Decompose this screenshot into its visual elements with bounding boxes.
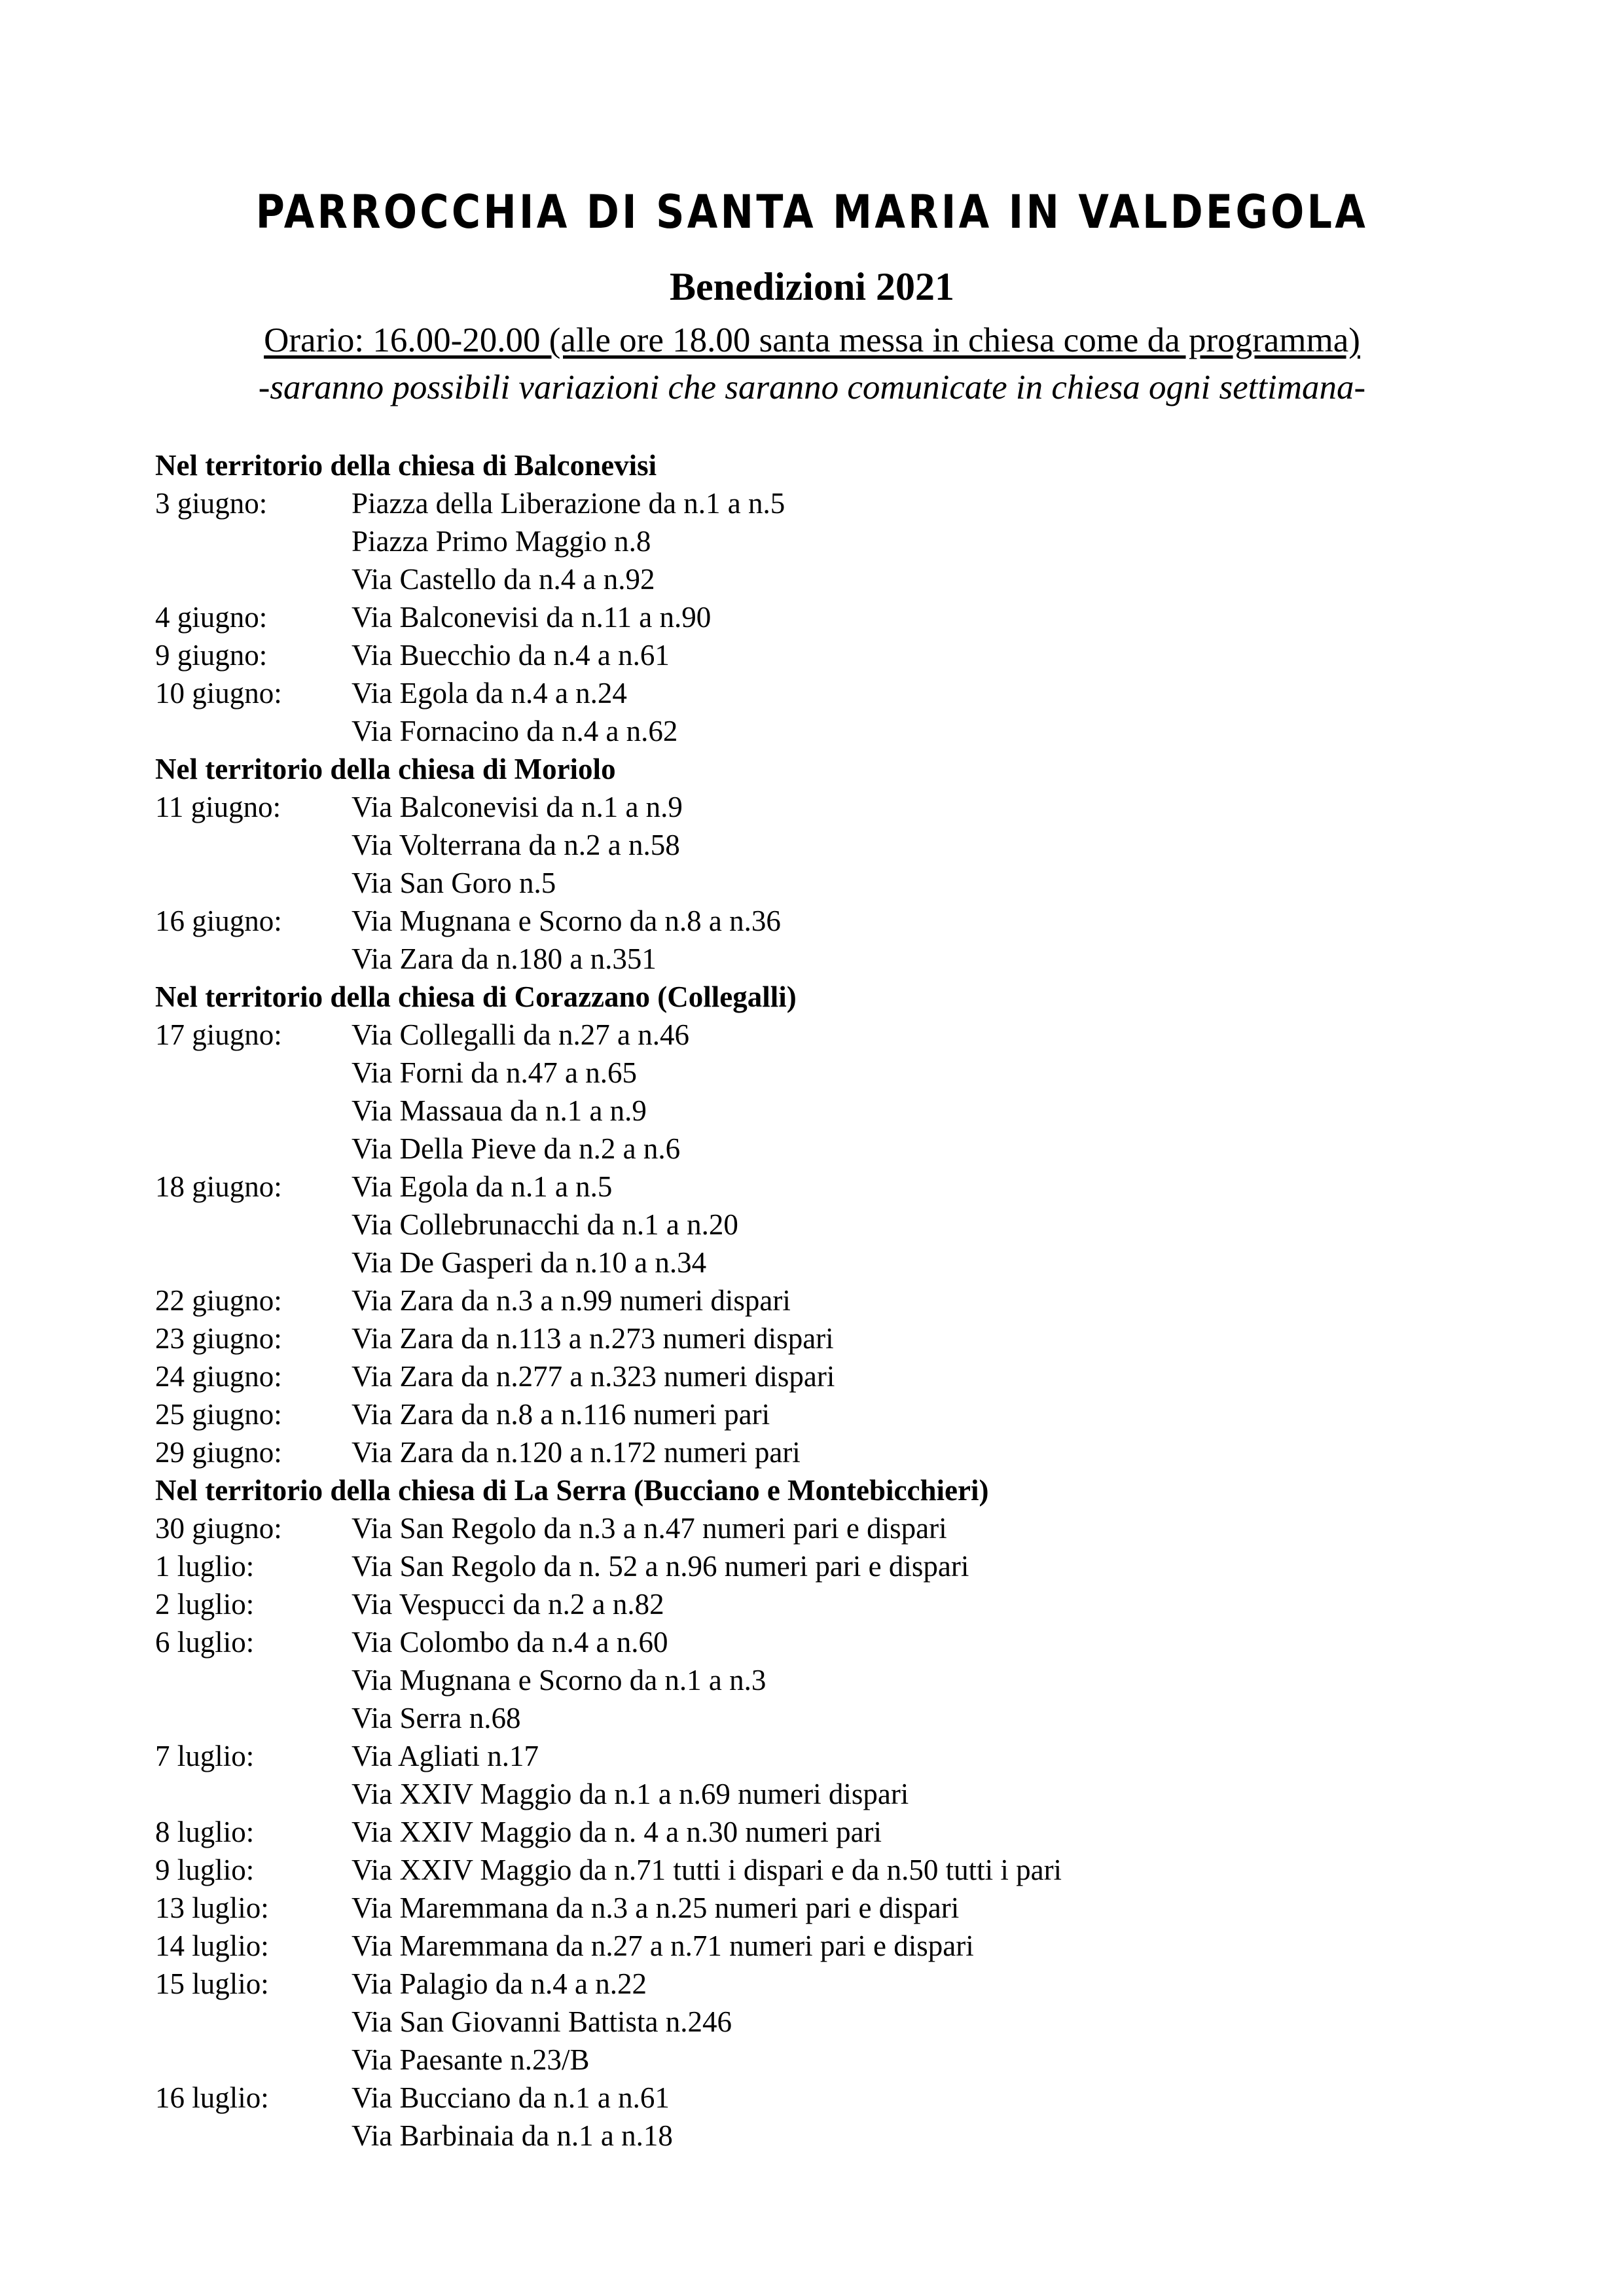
schedule-date [155, 2041, 352, 2079]
schedule-date [155, 2003, 352, 2041]
schedule-date: 4 giugno: [155, 601, 268, 634]
schedule-row [155, 484, 1582, 522]
schedule-street: Via San Regolo da n.3 a n.47 numeri pari e dispari [352, 1512, 947, 1545]
schedule-street: Via Maremmana da n.27 a n.71 numeri pari e dispari [352, 1929, 974, 1962]
schedule-row [155, 1889, 1582, 1927]
schedule-row [155, 636, 1582, 674]
schedule-street: Via Mugnana e Scorno da n.8 a n.36 [352, 905, 781, 937]
schedule-row [155, 1509, 1582, 1547]
schedule-date [155, 2117, 352, 2155]
schedule-date: 3 giugno: [155, 487, 268, 520]
schedule-row [155, 674, 1582, 712]
schedule-date [155, 1699, 352, 1737]
schedule-street: Piazza Primo Maggio n.8 [352, 525, 651, 558]
schedule-street: Via XXIV Maggio da n. 4 a n.30 numeri pari [352, 1816, 882, 1848]
schedule-date: 11 giugno: [155, 791, 281, 823]
schedule-street: Via Agliati n.17 [352, 1740, 539, 1772]
schedule-row [155, 1319, 1582, 1357]
schedule-date: 8 luglio: [155, 1816, 255, 1848]
schedule-date: 18 giugno: [155, 1170, 282, 1203]
schedule-row [155, 1168, 1582, 1206]
schedule-street: Piazza della Liberazione da n.1 a n.5 [352, 487, 785, 520]
schedule-date: 10 giugno: [155, 677, 282, 709]
schedule-date [155, 864, 352, 902]
schedule-date: 29 giugno: [155, 1436, 282, 1469]
schedule-date [155, 1092, 352, 1130]
schedule-street: Via Zara da n.113 a n.273 numeri dispari [352, 1322, 834, 1355]
schedule-date: 15 luglio: [155, 1967, 269, 2000]
schedule-street: Via Mugnana e Scorno da n.1 a n.3 [352, 1664, 767, 1696]
document-subtitle: Benedizioni 2021 [669, 265, 955, 308]
schedule-row [155, 826, 1582, 864]
schedule-street: Via Serra n.68 [352, 1702, 521, 1734]
section-heading: Nel territorio della chiesa di Balconevisi [155, 449, 657, 482]
schedule-row [155, 1092, 1582, 1130]
schedule-row [155, 1965, 1582, 2003]
schedule-row [155, 1357, 1582, 1395]
variations-note: -saranno possibili variazioni che saranno comunicate in chiesa ogni settimana- [258, 368, 1366, 406]
schedule-row [155, 1737, 1582, 1775]
schedule-row [155, 1244, 1582, 1282]
schedule-date [155, 826, 352, 864]
schedule-row [155, 1813, 1582, 1851]
schedule-date: 16 luglio: [155, 2081, 269, 2114]
schedule-row [155, 1585, 1582, 1623]
schedule-street: Via De Gasperi da n.10 a n.34 [352, 1246, 707, 1279]
schedule-street: Via Egola da n.1 a n.5 [352, 1170, 613, 1203]
schedule-row [155, 1775, 1582, 1813]
schedule-row [155, 1130, 1582, 1168]
schedule-street: Via Balconevisi da n.11 a n.90 [352, 601, 712, 634]
section-heading: Nel territorio della chiesa di Moriolo [155, 753, 616, 785]
schedule-date: 22 giugno: [155, 1284, 282, 1317]
schedule-row [155, 598, 1582, 636]
schedule-row [155, 1016, 1582, 1054]
schedule-date: 1 luglio: [155, 1550, 255, 1583]
parish-title: PARROCCHIA DI SANTA MARIA IN VALDEGOLA [255, 185, 1369, 239]
schedule-date: 30 giugno: [155, 1512, 282, 1545]
schedule-date: 23 giugno: [155, 1322, 282, 1355]
schedule-date [155, 560, 352, 598]
schedule-street: Via Egola da n.4 a n.24 [352, 677, 627, 709]
schedule-street: Via XXIV Maggio da n.1 a n.69 numeri dispari [352, 1778, 909, 1810]
schedule-street: Via Bucciano da n.1 a n.61 [352, 2081, 670, 2114]
schedule-row [155, 1699, 1582, 1737]
schedule-date [155, 1130, 352, 1168]
schedule-row [155, 788, 1582, 826]
schedule-row [155, 864, 1582, 902]
schedule-row [155, 1547, 1582, 1585]
schedule-street: Via Zara da n.3 a n.99 numeri dispari [352, 1284, 791, 1317]
schedule-date: 6 luglio: [155, 1626, 255, 1659]
schedule-date [155, 1661, 352, 1699]
schedule-street: Via Colombo da n.4 a n.60 [352, 1626, 668, 1659]
schedule-street: Via Balconevisi da n.1 a n.9 [352, 791, 683, 823]
schedule-street: Via Vespucci da n.2 a n.82 [352, 1588, 664, 1621]
schedule-street: Via Maremmana da n.3 a n.25 numeri pari e dispari [352, 1892, 960, 1924]
schedule-street: Via Collebrunacchi da n.1 a n.20 [352, 1208, 738, 1241]
schedule-row [155, 522, 1582, 560]
schedule-street: Via San Goro n.5 [352, 867, 556, 899]
schedule-date [155, 1054, 352, 1092]
schedule-date: 25 giugno: [155, 1398, 282, 1431]
schedule-street: Via Massaua da n.1 a n.9 [352, 1094, 647, 1127]
schedule-row [155, 1623, 1582, 1661]
schedule-street: Via Zara da n.180 a n.351 [352, 942, 657, 975]
schedule-row [155, 940, 1582, 978]
schedule-row [155, 2003, 1582, 2041]
schedule-street: Via Zara da n.277 a n.323 numeri dispari [352, 1360, 835, 1393]
schedule-row [155, 1054, 1582, 1092]
schedule-row [155, 1433, 1582, 1471]
schedule-row [155, 712, 1582, 750]
schedule-date [155, 712, 352, 750]
schedule-row [155, 1395, 1582, 1433]
schedule-street: Via XXIV Maggio da n.71 tutti i dispari e da n.50 tutti i pari [352, 1854, 1062, 1886]
schedule-date: 9 giugno: [155, 639, 268, 672]
schedule-date: 16 giugno: [155, 905, 282, 937]
schedule-street: Via Castello da n.4 a n.92 [352, 563, 655, 596]
schedule-date: 14 luglio: [155, 1929, 269, 1962]
schedule-date: 13 luglio: [155, 1892, 269, 1924]
schedule-street: Via San Regolo da n. 52 a n.96 numeri pari e dispari [352, 1550, 969, 1583]
schedule-street: Via Della Pieve da n.2 a n.6 [352, 1132, 681, 1165]
schedule-street: Via Barbinaia da n.1 a n.18 [352, 2119, 673, 2152]
schedule-date [155, 1244, 352, 1282]
schedule-row [155, 1927, 1582, 1965]
schedule-street: Via Forni da n.47 a n.65 [352, 1056, 637, 1089]
section-heading: Nel territorio della chiesa di La Serra (Bucciano e Montebicchieri) [155, 1474, 989, 1507]
schedule-date [155, 522, 352, 560]
schedule-row [155, 1661, 1582, 1699]
schedule-date: 7 luglio: [155, 1740, 255, 1772]
schedule-date: 2 luglio: [155, 1588, 255, 1621]
schedule-date: 17 giugno: [155, 1018, 282, 1051]
schedule-row [155, 2079, 1582, 2117]
schedule-street: Via Palagio da n.4 a n.22 [352, 1967, 647, 2000]
schedule-row [155, 902, 1582, 940]
schedule-street: Via Fornacino da n.4 a n.62 [352, 715, 678, 747]
schedule-row [155, 560, 1582, 598]
schedule-row [155, 2041, 1582, 2079]
schedule-hours: Orario: 16.00-20.00 (alle ore 18.00 santa messa in chiesa come da programma) [264, 321, 1360, 359]
schedule-street: Via Paesante n.23/B [352, 2043, 590, 2076]
schedule-row [155, 1851, 1582, 1889]
schedule-row [155, 1206, 1582, 1244]
schedule-date: 24 giugno: [155, 1360, 282, 1393]
schedule-street: Via San Giovanni Battista n.246 [352, 2005, 732, 2038]
schedule-street: Via Zara da n.8 a n.116 numeri pari [352, 1398, 770, 1431]
schedule-street: Via Buecchio da n.4 a n.61 [352, 639, 670, 672]
schedule-street: Via Zara da n.120 a n.172 numeri pari [352, 1436, 801, 1469]
schedule-date [155, 1775, 352, 1813]
schedule-street: Via Collegalli da n.27 a n.46 [352, 1018, 689, 1051]
schedule-row [155, 1282, 1582, 1319]
blessing-schedule [155, 446, 1582, 2155]
schedule-date [155, 940, 352, 978]
section-heading: Nel territorio della chiesa di Corazzano (Collegalli) [155, 980, 797, 1013]
schedule-row [155, 2117, 1582, 2155]
schedule-date: 9 luglio: [155, 1854, 255, 1886]
schedule-date [155, 1206, 352, 1244]
schedule-street: Via Volterrana da n.2 a n.58 [352, 829, 680, 861]
